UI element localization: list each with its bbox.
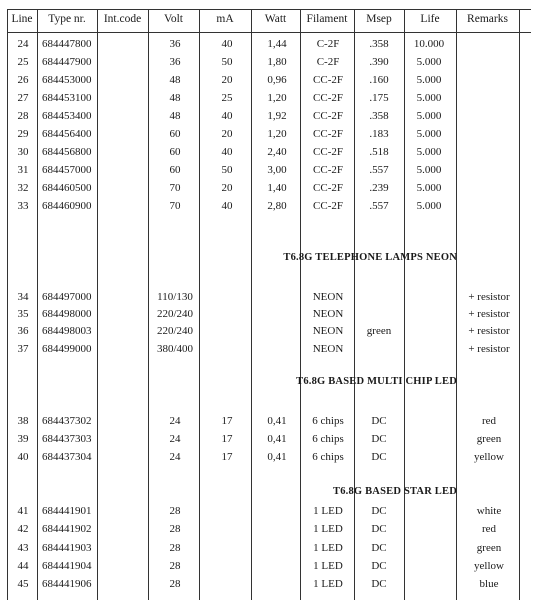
section-title: T6.8G BASED STAR LED bbox=[332, 486, 457, 497]
cell-msep: .183 bbox=[369, 128, 389, 140]
cell-type-nr: 684460900 bbox=[42, 200, 92, 212]
cell-line: 42 bbox=[17, 523, 29, 535]
cell-msep: DC bbox=[371, 523, 387, 535]
cell-filament: NEON bbox=[312, 308, 344, 320]
cell-ma: 20 bbox=[221, 128, 233, 140]
cell-msep: .518 bbox=[369, 146, 389, 158]
cell-filament: CC-2F bbox=[313, 200, 343, 212]
cell-msep: DC bbox=[371, 578, 387, 590]
cell-filament: C-2F bbox=[316, 38, 340, 50]
section-title: T6.8G BASED MULTI CHIP LED bbox=[296, 376, 457, 387]
cell-ma: 40 bbox=[221, 110, 233, 122]
cell-type-nr: 684437302 bbox=[42, 415, 92, 427]
cell-watt: 1,44 bbox=[267, 38, 287, 50]
cell-volt: 220/240 bbox=[156, 325, 194, 337]
cell-life: 5.000 bbox=[416, 146, 442, 158]
cell-line: 45 bbox=[17, 578, 29, 590]
cell-life: 5.000 bbox=[416, 128, 442, 140]
cell-volt: 48 bbox=[169, 110, 181, 122]
cell-msep: DC bbox=[371, 433, 387, 445]
cell-volt: 28 bbox=[169, 523, 181, 535]
column-divider bbox=[300, 9, 301, 600]
cell-volt: 28 bbox=[169, 542, 181, 554]
cell-volt: 24 bbox=[169, 451, 181, 463]
cell-volt: 110/130 bbox=[157, 291, 193, 303]
cell-msep: .557 bbox=[369, 164, 389, 176]
cell-volt: 36 bbox=[169, 56, 181, 68]
cell-watt: 1,80 bbox=[267, 56, 287, 68]
cell-line: 35 bbox=[17, 308, 29, 320]
cell-ma: 40 bbox=[221, 146, 233, 158]
cell-remarks: blue bbox=[479, 578, 499, 590]
cell-volt: 36 bbox=[169, 38, 181, 50]
cell-type-nr: 684456800 bbox=[42, 146, 92, 158]
cell-ma: 17 bbox=[221, 433, 233, 445]
cell-filament: 6 chips bbox=[312, 451, 344, 463]
cell-remarks: green bbox=[476, 433, 502, 445]
cell-type-nr: 684457000 bbox=[42, 164, 92, 176]
cell-msep: .557 bbox=[369, 200, 389, 212]
cell-type-nr: 684499000 bbox=[42, 343, 92, 355]
cell-type-nr: 684497000 bbox=[42, 291, 92, 303]
cell-ma: 17 bbox=[221, 415, 233, 427]
header-ma: mA bbox=[216, 13, 234, 25]
cell-filament: CC-2F bbox=[313, 182, 343, 194]
cell-remarks: green bbox=[476, 542, 502, 554]
cell-filament: CC-2F bbox=[313, 164, 343, 176]
cell-type-nr: 684460500 bbox=[42, 182, 92, 194]
cell-filament: C-2F bbox=[316, 56, 340, 68]
cell-line: 41 bbox=[17, 505, 29, 517]
cell-type-nr: 684441906 bbox=[42, 578, 92, 590]
cell-remarks: + resistor bbox=[468, 308, 510, 320]
cell-filament: CC-2F bbox=[313, 110, 343, 122]
cell-msep: .358 bbox=[369, 38, 389, 50]
cell-line: 33 bbox=[17, 200, 29, 212]
header-life: Life bbox=[420, 13, 440, 25]
header-filament: Filament bbox=[306, 13, 348, 25]
cell-msep: green bbox=[366, 325, 392, 337]
cell-life: 10.000 bbox=[413, 38, 445, 50]
cell-life: 5.000 bbox=[416, 200, 442, 212]
cell-volt: 380/400 bbox=[156, 343, 194, 355]
cell-ma: 25 bbox=[221, 92, 233, 104]
cell-msep: DC bbox=[371, 415, 387, 427]
column-divider bbox=[404, 9, 405, 600]
cell-line: 25 bbox=[17, 56, 29, 68]
cell-line: 40 bbox=[17, 451, 29, 463]
cell-volt: 70 bbox=[169, 182, 181, 194]
cell-msep: .390 bbox=[369, 56, 389, 68]
cell-remarks: yellow bbox=[474, 560, 504, 572]
cell-type-nr: 684453100 bbox=[42, 92, 92, 104]
cell-line: 28 bbox=[17, 110, 29, 122]
cell-life: 5.000 bbox=[416, 56, 442, 68]
column-divider bbox=[251, 9, 252, 600]
cell-line: 36 bbox=[17, 325, 29, 337]
cell-life: 5.000 bbox=[416, 182, 442, 194]
cell-ma: 17 bbox=[221, 451, 233, 463]
cell-watt: 3,00 bbox=[267, 164, 287, 176]
column-divider bbox=[148, 9, 149, 600]
cell-remarks: red bbox=[481, 523, 497, 535]
cell-remarks: + resistor bbox=[468, 291, 510, 303]
cell-filament: 6 chips bbox=[312, 415, 344, 427]
cell-ma: 40 bbox=[221, 38, 233, 50]
cell-msep: .358 bbox=[369, 110, 389, 122]
cell-remarks: + resistor bbox=[468, 325, 510, 337]
cell-filament: 1 LED bbox=[313, 578, 343, 590]
cell-life: 5.000 bbox=[416, 92, 442, 104]
cell-line: 32 bbox=[17, 182, 29, 194]
table-top-border bbox=[7, 9, 531, 10]
cell-filament: 1 LED bbox=[313, 505, 343, 517]
cell-msep: DC bbox=[371, 542, 387, 554]
column-divider bbox=[456, 9, 457, 600]
cell-type-nr: 684498000 bbox=[42, 308, 92, 320]
cell-filament: NEON bbox=[312, 325, 344, 337]
cell-line: 44 bbox=[17, 560, 29, 572]
cell-remarks: red bbox=[481, 415, 497, 427]
cell-remarks: white bbox=[476, 505, 502, 517]
cell-watt: 0,96 bbox=[267, 74, 287, 86]
cell-volt: 60 bbox=[169, 146, 181, 158]
header-remarks: Remarks bbox=[467, 13, 508, 25]
cell-watt: 0,41 bbox=[267, 415, 287, 427]
cell-watt: 1,40 bbox=[267, 182, 287, 194]
cell-filament: CC-2F bbox=[313, 92, 343, 104]
header-line: Line bbox=[11, 13, 33, 25]
cell-type-nr: 684453000 bbox=[42, 74, 92, 86]
cell-type-nr: 684453400 bbox=[42, 110, 92, 122]
cell-line: 34 bbox=[17, 291, 29, 303]
column-divider bbox=[199, 9, 200, 600]
cell-line: 30 bbox=[17, 146, 29, 158]
cell-life: 5.000 bbox=[416, 74, 442, 86]
cell-type-nr: 684441902 bbox=[42, 523, 92, 535]
cell-line: 27 bbox=[17, 92, 29, 104]
cell-watt: 0,41 bbox=[267, 451, 287, 463]
header-type-nr: Type nr. bbox=[48, 13, 86, 25]
cell-ma: 50 bbox=[221, 56, 233, 68]
cell-line: 39 bbox=[17, 433, 29, 445]
cell-line: 38 bbox=[17, 415, 29, 427]
cell-type-nr: 684447900 bbox=[42, 56, 92, 68]
cell-life: 5.000 bbox=[416, 164, 442, 176]
cell-volt: 60 bbox=[169, 164, 181, 176]
cell-msep: DC bbox=[371, 560, 387, 572]
column-divider bbox=[354, 9, 355, 600]
cell-volt: 28 bbox=[169, 505, 181, 517]
column-divider bbox=[97, 9, 98, 600]
cell-msep: .160 bbox=[369, 74, 389, 86]
header-volt: Volt bbox=[164, 13, 183, 25]
cell-type-nr: 684441903 bbox=[42, 542, 92, 554]
cell-line: 31 bbox=[17, 164, 29, 176]
header-watt: Watt bbox=[264, 13, 287, 25]
cell-type-nr: 684447800 bbox=[42, 38, 92, 50]
cell-volt: 24 bbox=[169, 415, 181, 427]
cell-remarks: yellow bbox=[474, 451, 504, 463]
cell-watt: 1,20 bbox=[267, 128, 287, 140]
cell-line: 29 bbox=[17, 128, 29, 140]
cell-ma: 20 bbox=[221, 182, 233, 194]
cell-filament: 1 LED bbox=[313, 542, 343, 554]
cell-filament: NEON bbox=[312, 291, 344, 303]
cell-msep: DC bbox=[371, 505, 387, 517]
cell-filament: 1 LED bbox=[313, 523, 343, 535]
cell-volt: 70 bbox=[169, 200, 181, 212]
cell-volt: 48 bbox=[169, 92, 181, 104]
cell-line: 43 bbox=[17, 542, 29, 554]
cell-watt: 0,41 bbox=[267, 433, 287, 445]
cell-filament: CC-2F bbox=[313, 128, 343, 140]
cell-type-nr: 684437303 bbox=[42, 433, 92, 445]
column-divider bbox=[37, 9, 38, 600]
cell-watt: 2,40 bbox=[267, 146, 287, 158]
cell-volt: 24 bbox=[169, 433, 181, 445]
cell-ma: 50 bbox=[221, 164, 233, 176]
header-bottom-border bbox=[7, 32, 531, 33]
cell-msep: .239 bbox=[369, 182, 389, 194]
cell-life: 5.000 bbox=[416, 110, 442, 122]
cell-type-nr: 684498003 bbox=[42, 325, 92, 337]
section-title: T6.8G TELEPHONE LAMPS NEON bbox=[283, 252, 457, 263]
cell-type-nr: 684441901 bbox=[42, 505, 92, 517]
column-divider bbox=[7, 9, 8, 600]
cell-ma: 20 bbox=[221, 74, 233, 86]
cell-msep: DC bbox=[371, 451, 387, 463]
cell-filament: 1 LED bbox=[313, 560, 343, 572]
cell-watt: 2,80 bbox=[267, 200, 287, 212]
column-divider bbox=[519, 9, 520, 600]
cell-line: 24 bbox=[17, 38, 29, 50]
cell-volt: 28 bbox=[169, 578, 181, 590]
cell-filament: NEON bbox=[312, 343, 344, 355]
cell-msep: .175 bbox=[369, 92, 389, 104]
cell-watt: 1,92 bbox=[267, 110, 287, 122]
cell-volt: 28 bbox=[169, 560, 181, 572]
cell-filament: CC-2F bbox=[313, 146, 343, 158]
cell-type-nr: 684437304 bbox=[42, 451, 92, 463]
cell-ma: 40 bbox=[221, 200, 233, 212]
header-msep: Msep bbox=[366, 13, 392, 25]
cell-volt: 60 bbox=[169, 128, 181, 140]
header-int-code: Int.code bbox=[103, 13, 142, 25]
cell-line: 37 bbox=[17, 343, 29, 355]
cell-filament: 6 chips bbox=[312, 433, 344, 445]
cell-remarks: + resistor bbox=[468, 343, 510, 355]
cell-filament: CC-2F bbox=[313, 74, 343, 86]
cell-volt: 220/240 bbox=[156, 308, 194, 320]
cell-line: 26 bbox=[17, 74, 29, 86]
cell-type-nr: 684441904 bbox=[42, 560, 92, 572]
cell-watt: 1,20 bbox=[267, 92, 287, 104]
cell-volt: 48 bbox=[169, 74, 181, 86]
cell-type-nr: 684456400 bbox=[42, 128, 92, 140]
